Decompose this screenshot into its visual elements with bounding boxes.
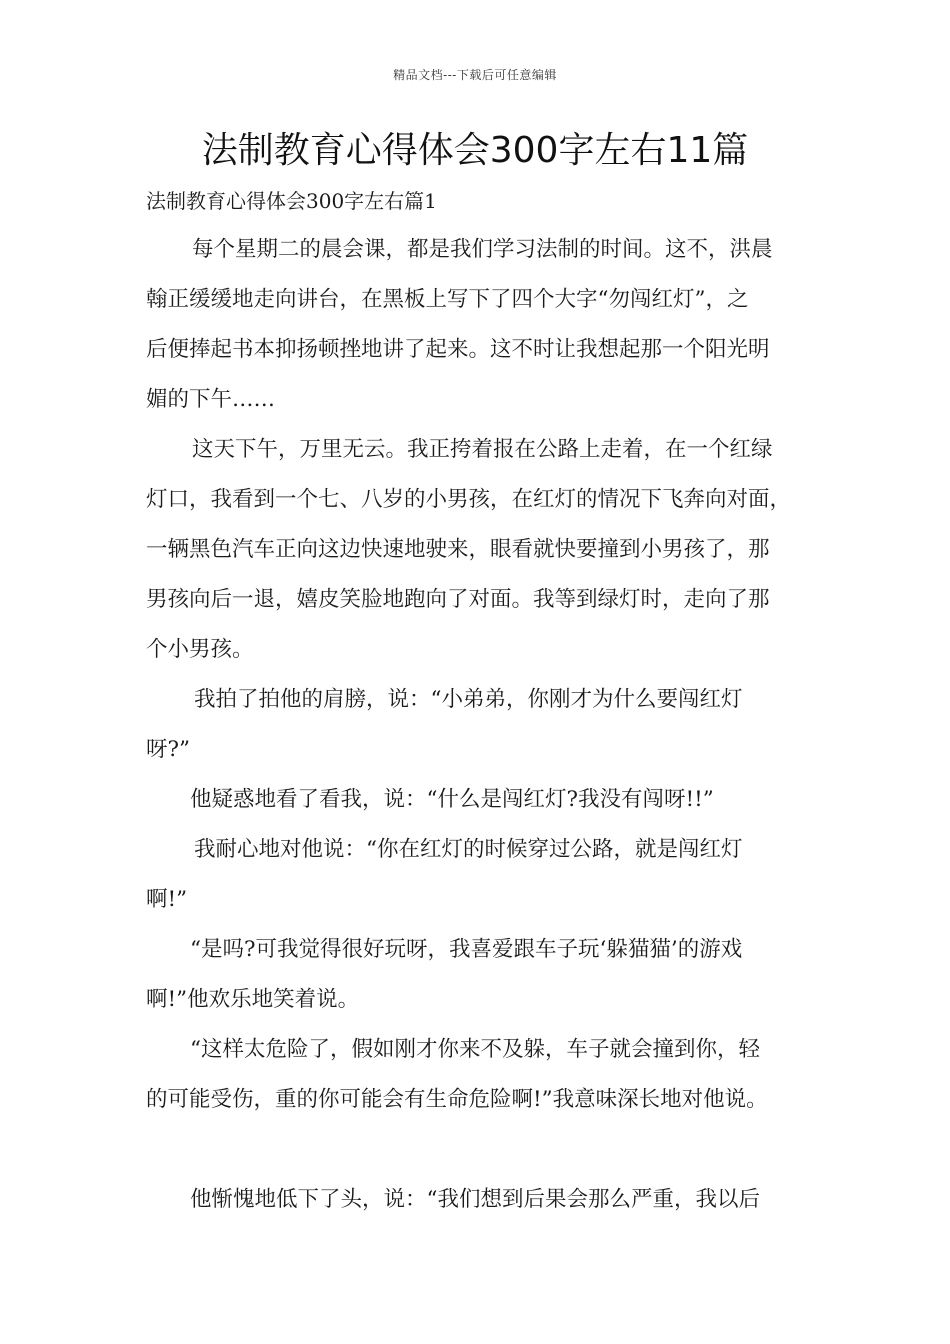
paragraph-line: 他疑惑地看了看我，说：“什么是闯红灯?我没有闯呀!!” [190, 787, 714, 812]
paragraph-line: 啊!”他欢乐地笑着说。 [146, 987, 360, 1012]
paragraph-line: 个小男孩。 [146, 637, 254, 662]
section-heading: 法制教育心得体会300字左右篇1 [146, 189, 437, 213]
paragraph-line: 他惭愧地低下了头，说：“我们想到后果会那么严重，我以后 [190, 1187, 760, 1212]
paragraph-line: 翰正缓缓地走向讲台，在黑板上写下了四个大字“勿闯红灯”，之 [146, 287, 749, 312]
paragraph-line: 后便捧起书本抑扬顿挫地讲了起来。这不时让我想起那一个阳光明 [146, 337, 770, 362]
paragraph-line: 我耐心地对他说：“你在红灯的时候穿过公路，就是闯红灯 [194, 837, 743, 862]
paragraph-line: “是吗?可我觉得很好玩呀，我喜爱跟车子玩‘躲猫猫’的游戏 [190, 937, 743, 962]
paragraph-line: “这样太危险了，假如刚才你来不及躲，车子就会撞到你，轻 [190, 1037, 760, 1062]
document-title: 法制教育心得体会300字左右11篇 [201, 130, 749, 171]
paragraph-line: 我拍了拍他的肩膀，说：“小弟弟，你刚才为什么要闯红灯 [194, 687, 743, 712]
paragraph-line: 的可能受伤，重的你可能会有生命危险啊!”我意味深长地对他说。 [146, 1087, 768, 1112]
paragraph-line: 这天下午，万里无云。我正挎着报在公路上走着，在一个红绿 [192, 437, 773, 462]
paragraph-line: 男孩向后一退，嬉皮笑脸地跑向了对面。我等到绿灯时，走向了那 [146, 587, 770, 612]
paragraph-line: 啊!” [146, 887, 188, 912]
header-note: 精品文档---下载后可任意编辑 [393, 68, 557, 82]
paragraph-line: 呀?” [146, 737, 191, 762]
paragraph-line: 一辆黑色汽车正向这边快速地驶来，眼看就快要撞到小男孩了，那 [146, 537, 770, 562]
paragraph-line: 每个星期二的晨会课，都是我们学习法制的时间。这不，洪晨 [192, 237, 773, 262]
paragraph-line: 灯口，我看到一个七、八岁的小男孩，在红灯的情况下飞奔向对面， [146, 487, 792, 512]
paragraph-line: 媚的下午…… [146, 387, 276, 412]
